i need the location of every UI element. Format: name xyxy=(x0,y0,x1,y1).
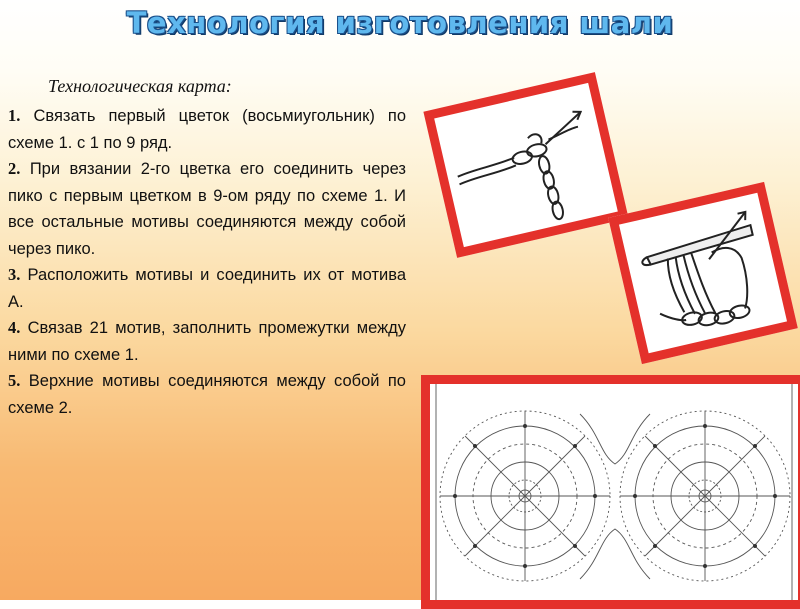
step-5-text: Верхние мотивы соединяются между собой по схеме 2. xyxy=(8,372,406,417)
step-5 xyxy=(8,368,406,421)
step-5-number: 5. xyxy=(8,371,21,390)
step-4 xyxy=(8,315,406,368)
instructions-block xyxy=(8,76,406,421)
hook-drawing xyxy=(619,193,787,354)
step-2-number: 2. xyxy=(8,159,21,178)
step-4-number: 4. xyxy=(8,318,21,337)
crochet-hook-illustration xyxy=(608,182,798,364)
motif-diagram-drawing xyxy=(430,384,798,600)
step-3-number: 3. xyxy=(8,265,21,284)
slide-title: Технология изготовления шали xyxy=(126,6,674,40)
step-3 xyxy=(8,262,406,315)
step-1 xyxy=(8,103,406,156)
step-4-text: Связав 21 мотив, заполнить промежутки между ними по схеме 1. xyxy=(8,319,406,364)
step-1-number: 1. xyxy=(8,106,21,125)
instructions-heading: Технологическая карта: xyxy=(48,76,232,96)
step-1-text: Связать первый цветок (восьмиугольник) по схеме 1. с 1 по 9 ряд. xyxy=(8,107,406,152)
step-3-text: Расположить мотивы и соединить их от мотива А. xyxy=(8,266,406,311)
chain-drawing xyxy=(434,83,618,247)
crochet-motif-diagram xyxy=(421,375,800,609)
step-2-text: При вязании 2-го цветка его соединить через пико с первым цветком в 9-ом ряду по схеме 1. И все остальные мотивы соединяются между собой через пико. xyxy=(8,160,406,258)
crochet-chain-illustration xyxy=(423,72,628,258)
step-2 xyxy=(8,156,406,262)
